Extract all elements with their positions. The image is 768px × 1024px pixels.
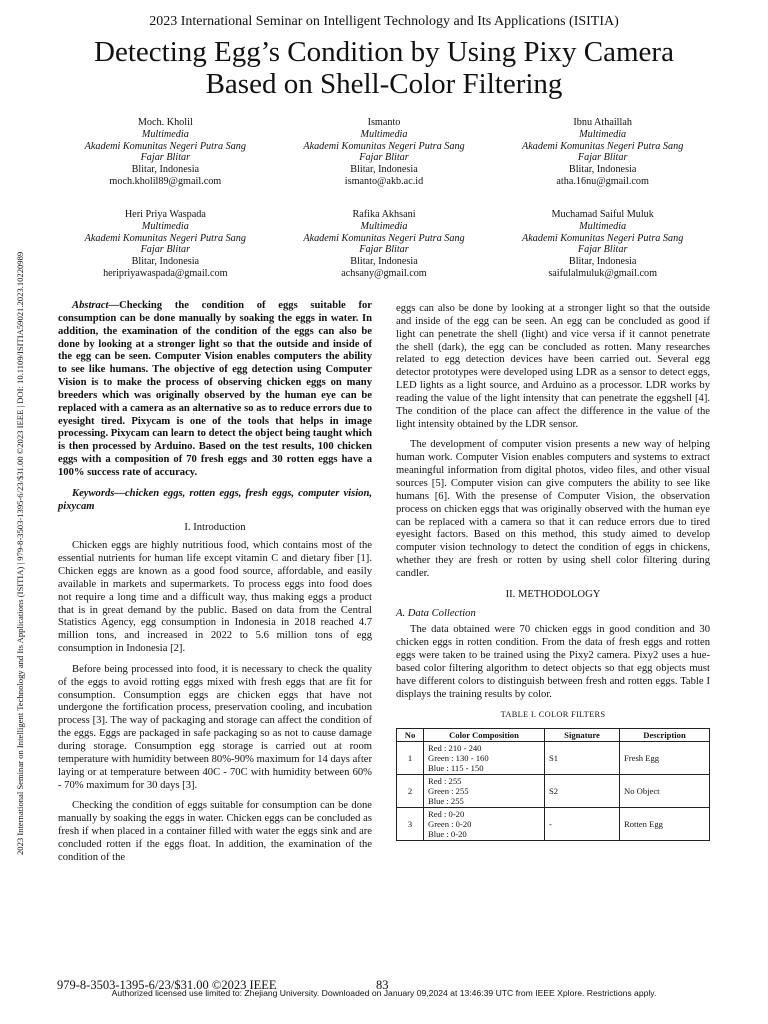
author-block [56,117,275,188]
paragraph: The data obtained were 70 chicken eggs in good condition and 30 chicken eggs in rotten condition. From the data of fresh eggs and rotten eggs were taken to be trained using the Pixy2 camera. Pixy2 uses a hue-based color filtering algorithm to detect objects so that egg objects must have different colors to distinguish between fresh and rotten eggs. Table I displays the training results by color. [396,624,710,700]
page-number: 83 [376,978,389,992]
cell-signature: S1 [545,742,620,775]
cell-signature: - [545,808,620,841]
abstract [58,300,372,480]
color-red: Red : 255 [428,776,462,787]
title-line-2: Based on Shell-Color Filtering [205,68,563,100]
section-heading-introduction: I. Introduction [184,521,246,533]
table-caption: TABLE I. COLOR FILTERS [500,710,606,720]
paragraph: Checking the condition of eggs suitable for consumption can be done manually by soaking the eggs in water. Chicken eggs can be concluded as fresh if when placed in a container filled with water the eggs sink and are concluded rotten if the eggs float. In addition, the examination of the condition of the [58,800,372,863]
author-org-2: Fajar Blitar [577,244,628,256]
subsection-heading-data-collection: A. Data Collection [396,607,476,619]
keywords-text: chicken eggs, rotten eggs, fresh eggs, computer vision, pixycam [58,487,372,512]
right-column [396,303,710,841]
keywords-label: Keywords— [72,487,125,499]
author-org-2: Fajar Blitar [140,244,191,256]
author-name: Ibnu Athaillah [573,117,632,128]
author-name: Moch. Kholil [137,117,193,128]
author-block [56,209,275,280]
author-name: Muchamad Saiful Muluk [551,209,654,220]
author-dept: Multimedia [579,220,627,232]
cell-color-composition [424,775,545,808]
author-block [493,209,712,280]
color-green: Green : 255 [428,786,469,797]
table-header-row [397,729,710,742]
author-location: Blitar, Indonesia [350,164,418,176]
color-red: Red : 210 - 240 [428,743,482,754]
keywords [58,488,372,514]
column-header: Description [620,729,710,742]
author-org: Akademi Komunitas Negeri Putra Sang [84,232,246,244]
author-email: ismanto@akb.ac.id [344,175,424,187]
color-blue: Blue : 255 [428,796,464,807]
author-row-1 [56,117,712,188]
color-blue: Blue : 0-20 [428,829,467,840]
paragraph: Before being processed into food, it is necessary to check the quality of the eggs to avoid rotting eggs mixed with fresh eggs that are fit for consumption. Consumption eggs are chicken eggs that have not undergone the fortification process, preservation cooling, and incubation process [3]. The way of packaging and storage can affect the condition of the eggs. Eggs are packaged in safe packaging so as not to cause damage during storage. Consumption egg storage is carried out at room temperature with humidity between 80%-90% maximum for 14 days after laying or at temperature between 40C - 70C with humidity between 60% - 70% maximum for 30 days [3]. [58,663,372,791]
author-location: Blitar, Indonesia [568,164,637,176]
author-dept: Multimedia [579,128,627,140]
author-org-2: Fajar Blitar [359,244,409,256]
table-row [397,742,710,775]
color-blue: Blue : 115 - 150 [428,763,484,774]
table-row [397,775,710,808]
author-email: saifulalmuluk@gmail.com [548,267,658,279]
author-org-2: Fajar Blitar [140,152,191,164]
cell-color-composition [424,808,545,841]
author-email: achsany@gmail.com [341,267,427,279]
author-org: Akademi Komunitas Negeri Putra Sang [522,140,684,152]
author-name: Ismanto [367,117,401,128]
author-dept: Multimedia [141,128,189,140]
author-block [493,117,712,188]
author-org: Akademi Komunitas Negeri Putra Sang [303,232,465,244]
author-row-2 [56,209,712,280]
author-dept: Multimedia [360,128,408,140]
color-green: Green : 130 - 160 [428,753,489,764]
author-email: heripriyawaspada@gmail.com [103,267,228,279]
paper-title [0,36,768,100]
paragraph: The development of computer vision presents a new way of helping human work. Computer Vision enables computers and systems to extract meaningful information from digital photos, video files, and other visual sources [5]. Computer vision can give computers the ability to see like humans [6]. With the presense of Computer Vision, the observation process on chicken eggs that was originally observed with the human eye can be replaced with a camera so that it can reduce errors due to tired eyesight factors. Based on this method, this study aimed to develop computer vision technology to detect the condition of eggs in chickens, whether they are fresh or rotten by using shell color filtering during candler. [396,439,710,579]
cell-signature: S2 [545,775,620,808]
table-row [397,808,710,841]
paragraph: Chicken eggs are highly nutritious food, which contains most of the essential nutrients for human life except vitamin C and dietary fiber [1]. Chicken eggs are known as a good food source, affordable, and easily available in markets and supermarkets. To process eggs into food does not require a long time and a difficult way, thus making eggs a product that is in great demand by the public. Based on data from the Central Statistics Agency, egg consumption in Indonesia in 2018 reached 4.7 million tons, and increased in 2022 to 5.6 million tons of egg consumption in Indonesia [2]. [58,540,372,655]
title-line-1: Detecting Egg’s Condition by Using Pixy Camera [94,36,674,68]
author-location: Blitar, Indonesia [131,256,200,268]
cell-color-composition [424,742,545,775]
author-org-2: Fajar Blitar [359,152,409,164]
author-block [275,209,494,280]
author-email: moch.kholil89@gmail.com [109,175,222,187]
abstract-label: Abstract— [72,300,120,311]
author-dept: Multimedia [360,220,408,232]
color-red: Red : 0-20 [428,809,465,820]
cell-no: 2 [397,775,424,808]
paragraph: eggs can also be done by looking at a stronger light so that the outside and inside of the egg can be seen. An egg can be concluded as good if light can penetrate the shell (light) and vice versa if it cannot penetrate the shell (dark), the egg can be concluded as rotten. Many researches related to egg detection devices have been carried out. Several egg detector prototypes were developed using LDR as a sensor to detect eggs, LED lights as a light source, and Arduino as a processor. LDR works by reading the value of the light intensity that can penetrate the eggshell [4]. The condition of the place can affect the difference in the value of the light intensity obtained by the LDR sensor. [396,303,710,430]
left-column [58,300,372,873]
author-dept: Multimedia [141,220,189,232]
cell-no: 1 [397,742,424,775]
side-doi-note: 2023 International Seminar on Intelligent Technology and Its Applications (ISITIA) | 979-8-3503-1395-6/23/$31.00 ©2023 IEEE | DOI: 10.1109/ISITIA59021.2023.10220989 [15,251,25,855]
section-heading-methodology: II. METHODOLOGY [505,588,601,600]
author-org: Akademi Komunitas Negeri Putra Sang [84,140,246,152]
cell-description: Rotten Egg [620,808,710,841]
footer-authorized-use: Authorized licensed use limited to: Zhejiang University. Downloaded on January 09,2024 at 13:46:39 UTC from IEEE Xplore. Restrictions apply. [111,988,657,998]
author-location: Blitar, Indonesia [568,256,637,268]
column-header: No [397,729,424,742]
author-org-2: Fajar Blitar [577,152,628,164]
author-email: atha.16nu@gmail.com [556,175,649,187]
footer-isbn: 979-8-3503-1395-6/23/$31.00 ©2023 IEEE [57,978,277,992]
cell-description: No Object [620,775,710,808]
color-green: Green : 0-20 [428,819,472,830]
author-org: Akademi Komunitas Negeri Putra Sang [303,140,465,152]
author-location: Blitar, Indonesia [350,256,418,268]
author-location: Blitar, Indonesia [131,164,200,176]
conference-header: 2023 International Seminar on Intelligent Technology and Its Applications (ISITIA) [149,14,619,29]
author-org: Akademi Komunitas Negeri Putra Sang [522,232,684,244]
abstract-text: Checking the condition of eggs suitable for consumption can be done manually by soaking the eggs in water. In addition, the examination of the condition of the eggs can also be done by looking at a stronger light so that the outside and inside of the egg can be seen. Computer Vision enables computers the ability to see like humans. The objective of egg detection using Computer Vision is to make the process of observing chicken eggs on many breeders which was originally observed by the human eye can be replaced with a camera as an alternative so as to reduce errors due to eyesight tired. Pixycam is one of the tools that helps in image processing. Pixycam can learn to detect the object being taught which is then processed by Arduino. Based on the test results, 100 chicken eggs with a composition of 70 fresh eggs and 30 rotten eggs have a 100% success rate of accuracy. [58,300,372,478]
author-block [275,117,494,188]
color-filters-table [396,728,710,841]
author-name: Rafika Akhsani [352,209,416,220]
column-header: Signature [545,729,620,742]
cell-no: 3 [397,808,424,841]
author-name: Heri Priya Waspada [124,209,206,220]
cell-description: Fresh Egg [620,742,710,775]
column-header: Color Composition [424,729,545,742]
